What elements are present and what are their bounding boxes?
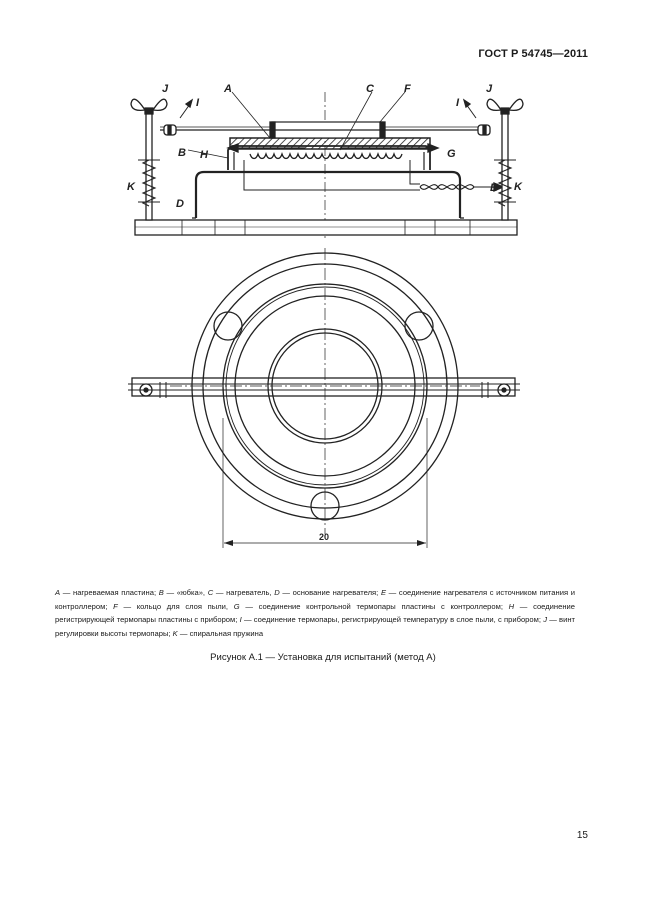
label-C: C bbox=[366, 83, 374, 95]
legend-item-D: D — основание нагревателя; bbox=[274, 588, 381, 597]
legend-item-E: E — соединение нагревателя с источником питания и контроллером; bbox=[55, 588, 575, 611]
label-H: H bbox=[200, 149, 208, 161]
legend-item-H: H — соединение регистрирующей термопары пластины с прибором; bbox=[55, 601, 575, 625]
label-D: D bbox=[176, 198, 184, 210]
plan-view bbox=[128, 248, 520, 548]
label-I-left: I bbox=[196, 97, 200, 109]
section-view bbox=[131, 92, 523, 238]
legend-item-K: K — спиральная пружина bbox=[172, 629, 264, 639]
label-I-right: I bbox=[456, 97, 460, 109]
legend-item-A: A — нагреваемая пластина; bbox=[55, 588, 159, 597]
legend-item-I: I — соединение термопары, регистрирующей температуру в слое пыли, с прибором; bbox=[239, 615, 544, 625]
base-plate bbox=[135, 220, 517, 235]
legend-item-C: C — нагреватель, bbox=[207, 588, 275, 597]
hot-plate bbox=[230, 138, 430, 149]
label-K-right: K bbox=[514, 181, 522, 193]
label-J-right: J bbox=[486, 83, 493, 95]
label-J-left: J bbox=[162, 83, 169, 95]
page-number: 15 bbox=[576, 830, 588, 841]
label-G: G bbox=[447, 148, 456, 160]
legend-item-J: J — винт регулировки высоты термопары; bbox=[55, 615, 576, 639]
label-A: A bbox=[224, 83, 232, 95]
label-B: B bbox=[178, 147, 186, 159]
heater-coil bbox=[250, 154, 402, 159]
heater-base bbox=[196, 172, 460, 218]
standard-code-header: ГОСТ Р 54745—2011 bbox=[478, 48, 588, 60]
label-K-left: K bbox=[127, 181, 135, 193]
dimension-value: 20 bbox=[319, 532, 330, 542]
legend-item-B: B — «юбка», bbox=[158, 588, 208, 597]
label-F: F bbox=[404, 83, 411, 95]
mount-hole-right bbox=[405, 312, 433, 340]
legend-item-F: F — кольцо для слоя пыли, bbox=[113, 601, 234, 611]
figure-caption: Рисунок А.1 — Установка для испытаний (метод А) bbox=[210, 652, 436, 663]
label-E: E bbox=[490, 182, 498, 194]
figure-legend bbox=[55, 586, 575, 641]
legend-item-G: G — соединение контрольной термопары пластины с контроллером; bbox=[233, 601, 509, 611]
